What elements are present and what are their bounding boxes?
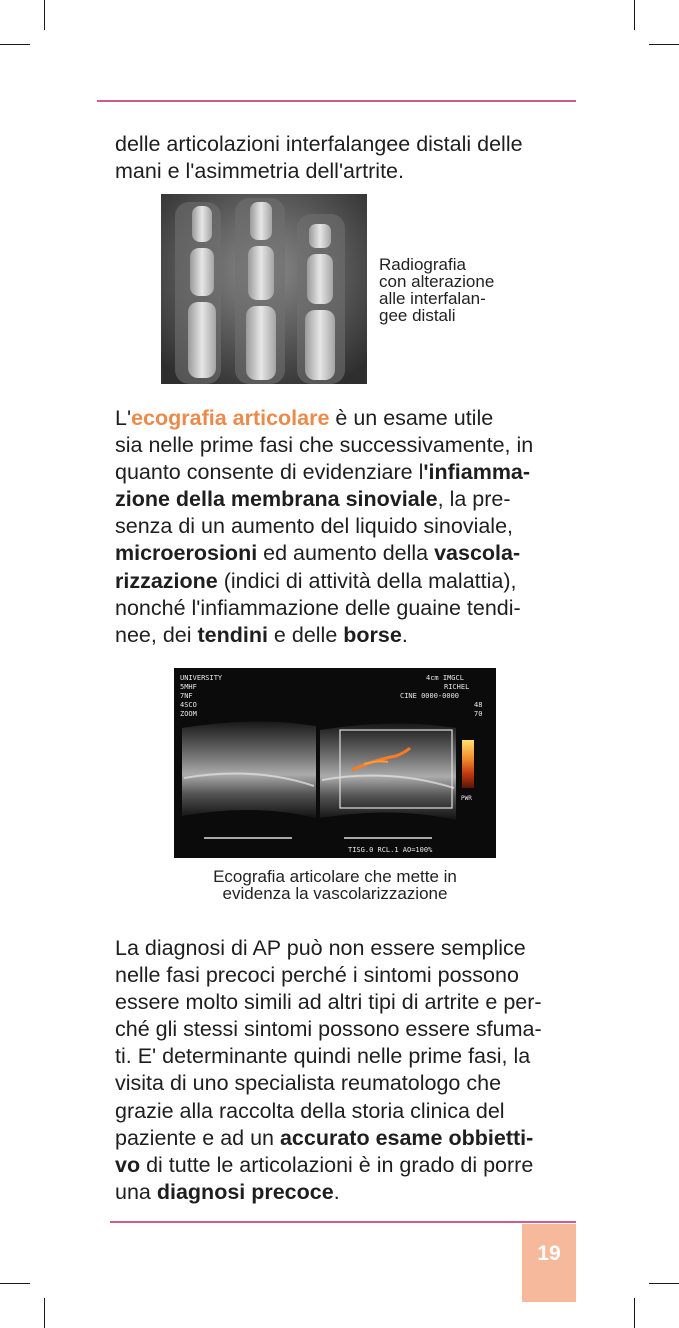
text-run: . (401, 622, 408, 647)
crop-mark (0, 1283, 30, 1284)
highlight-term: ecografia articolare (131, 406, 330, 430)
text-run: (indici di attività della malattia), (217, 568, 517, 593)
text-run: . (333, 1179, 340, 1204)
text-run: è un esame utile (329, 406, 494, 430)
text-run: quanto consente di evidenziare l (115, 460, 424, 485)
text-line: delle articolazioni interfalangee distali delle (115, 132, 523, 156)
paragraph-ecografia (115, 405, 577, 649)
us-label: 48 (474, 701, 483, 709)
radiograph-caption (379, 256, 494, 324)
ultrasound-caption (174, 868, 496, 902)
us-label: TISG.0 RCL.1 AO=100% (348, 846, 433, 854)
top-rule (97, 100, 576, 102)
caption-line: Ecografia articolare che mette in (213, 867, 457, 886)
text-run: una (115, 1179, 157, 1204)
crop-mark (0, 44, 30, 45)
text-run: sia nelle prime fasi che successivamente, in (115, 433, 534, 458)
paragraph-diagnosi (115, 935, 577, 1206)
crop-mark (44, 1298, 45, 1328)
text-run: nee, dei (115, 622, 198, 647)
caption-line: alle interfalan- (379, 289, 486, 308)
bold-term: diagnosi precoce (156, 1179, 334, 1204)
page-number: 19 (537, 1242, 561, 1265)
text-run: La diagnosi di AP può non essere semplice (115, 936, 526, 960)
text-run: senza di un aumento del liquido sinoviale, (115, 514, 514, 539)
bold-term: tendini (197, 622, 268, 647)
caption-line: evidenza la vascolarizzazione (222, 884, 448, 903)
text-run: ti. E' determinante quindi nelle prime fasi, la (115, 1044, 531, 1069)
us-label: 7NF (180, 692, 193, 700)
text-line: mani e l'asimmetria dell'artrite. (115, 159, 404, 184)
bold-term: vo (115, 1152, 141, 1177)
text-run: nelle fasi precoci perché i sintomi possono (115, 963, 519, 988)
crop-mark (634, 1298, 635, 1328)
caption-line: Radiografia (379, 255, 466, 274)
text-run: grazie alla raccolta della storia clinica del (115, 1098, 505, 1123)
crop-mark (44, 0, 45, 30)
paragraph-intro (115, 131, 577, 185)
ultrasound-image (174, 668, 496, 858)
us-label: PWR (461, 795, 472, 802)
bottom-rule (110, 1221, 576, 1223)
text-run: ché gli stessi sintomi possono essere sfuma- (115, 1017, 542, 1042)
bold-term: borse (343, 622, 402, 647)
us-label: CINE 0000-0000 (400, 692, 460, 700)
text-run: essere molto simili ad altri tipi di artrite e per- (115, 990, 542, 1015)
us-label: RICHEL (444, 683, 470, 691)
text-run: , la pre- (437, 487, 511, 512)
bold-term: zione della membrana sinoviale (115, 487, 438, 512)
crop-mark (649, 1283, 679, 1284)
text-run: nonché l'infiammazione delle guaine tendi- (115, 595, 521, 620)
caption-line: gee distali (379, 306, 456, 325)
text-run: ed aumento della (257, 541, 435, 566)
page-number-box (522, 1224, 576, 1302)
text-run: di tutte le articolazioni è in grado di porre (140, 1152, 534, 1177)
caption-line: con alterazione (379, 272, 495, 291)
radiograph-image (161, 194, 367, 384)
text-run: e delle (267, 622, 344, 647)
text-run: paziente e ad un (115, 1125, 280, 1150)
us-label: 4SCO (180, 701, 197, 709)
bold-term: rizzazione (115, 568, 218, 593)
text-run: visita di uno specialista reumatologo che (115, 1071, 502, 1096)
bold-term: microerosioni (115, 541, 258, 566)
bold-term: vascola- (434, 541, 521, 566)
crop-mark (634, 0, 635, 30)
text-run: L' (115, 406, 132, 430)
crop-mark (649, 44, 679, 45)
us-label: 5MHF (180, 683, 197, 691)
us-label: 4cm IMGCL (426, 674, 464, 682)
bold-term: 'infiamma- (423, 460, 531, 485)
us-label: UNIVERSITY (180, 674, 223, 682)
us-label: ZOOM (180, 710, 197, 718)
us-label: 70 (474, 710, 483, 718)
bold-term: accurato esame obbietti- (279, 1125, 534, 1150)
